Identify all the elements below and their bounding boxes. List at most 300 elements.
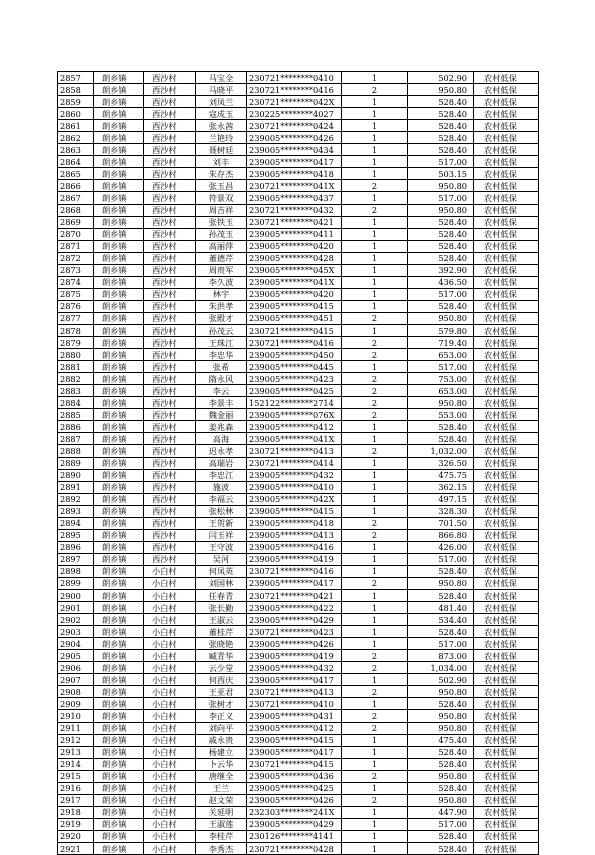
name-cell: 李久波: [196, 276, 247, 288]
name-cell: 刘凤兰: [196, 96, 247, 108]
row-number-cell: 2866: [58, 180, 94, 192]
name-cell: 赵文荣: [196, 794, 247, 806]
category-cell: 农村低保: [474, 120, 539, 132]
category-cell: 农村低保: [474, 228, 539, 240]
category-cell: 农村低保: [474, 288, 539, 300]
row-number-cell: 2921: [58, 843, 94, 855]
village-cell: 西沙村: [144, 481, 196, 493]
name-cell: 李忠华: [196, 349, 247, 361]
household-size-cell: 1: [342, 433, 408, 445]
table-row: [58, 96, 539, 108]
town-cell: 朗乡镇: [94, 626, 144, 638]
name-cell: 杨建立: [196, 746, 247, 758]
name-cell: 刘丰: [196, 156, 247, 168]
category-cell: 农村低保: [474, 734, 539, 746]
category-cell: 农村低保: [474, 529, 539, 541]
household-size-cell: 2: [342, 794, 408, 806]
name-cell: 张松林: [196, 505, 247, 517]
category-cell: 农村低保: [474, 385, 539, 397]
category-cell: 农村低保: [474, 553, 539, 565]
id-number-cell: 239005********0420: [247, 240, 342, 252]
row-number-cell: 2906: [58, 662, 94, 674]
name-cell: 王贺新: [196, 517, 247, 529]
town-cell: 朗乡镇: [94, 120, 144, 132]
amount-cell: 950.80: [408, 397, 474, 409]
category-cell: 农村低保: [474, 505, 539, 517]
name-cell: 孙茂玉: [196, 228, 247, 240]
amount-cell: 653.00: [408, 349, 474, 361]
amount-cell: 392.90: [408, 264, 474, 276]
table-row: [58, 300, 539, 312]
table-row: [58, 409, 539, 421]
household-size-cell: 2: [342, 349, 408, 361]
category-cell: 农村低保: [474, 698, 539, 710]
name-cell: 李忠江: [196, 469, 247, 481]
household-size-cell: 1: [342, 361, 408, 373]
town-cell: 朗乡镇: [94, 409, 144, 421]
household-size-cell: 2: [342, 770, 408, 782]
row-number-cell: 2867: [58, 192, 94, 204]
table-row: [58, 830, 539, 842]
id-number-cell: 239005********076X: [247, 409, 342, 421]
id-number-cell: 239005********0426: [247, 794, 342, 806]
category-cell: 农村低保: [474, 818, 539, 830]
name-cell: 李秀杰: [196, 843, 247, 855]
id-number-cell: 230721********0410: [247, 698, 342, 710]
household-size-cell: 2: [342, 529, 408, 541]
name-cell: 孙茂云: [196, 324, 247, 336]
id-number-cell: 239005********0417: [247, 156, 342, 168]
table-row: [58, 216, 539, 228]
table-row: [58, 204, 539, 216]
id-number-cell: 239005********041X: [247, 433, 342, 445]
table-row: [58, 72, 539, 84]
id-number-cell: 239005********0413: [247, 529, 342, 541]
id-number-cell: 230721********0421: [247, 216, 342, 228]
table-row: [58, 228, 539, 240]
household-size-cell: 1: [342, 626, 408, 638]
table-row: [58, 843, 539, 855]
row-number-cell: 2885: [58, 409, 94, 421]
village-cell: 西沙村: [144, 361, 196, 373]
village-cell: 小白村: [144, 806, 196, 818]
table-row: [58, 385, 539, 397]
id-number-cell: 230225********4027: [247, 108, 342, 120]
row-number-cell: 2872: [58, 252, 94, 264]
village-cell: 小白村: [144, 577, 196, 589]
category-cell: 农村低保: [474, 132, 539, 144]
category-cell: 农村低保: [474, 324, 539, 336]
village-cell: 西沙村: [144, 72, 196, 84]
name-cell: 唐继全: [196, 770, 247, 782]
household-size-cell: 1: [342, 264, 408, 276]
row-number-cell: 2909: [58, 698, 94, 710]
id-number-cell: 239005********0432: [247, 469, 342, 481]
household-size-cell: 1: [342, 469, 408, 481]
town-cell: 朗乡镇: [94, 312, 144, 324]
village-cell: 小白村: [144, 782, 196, 794]
household-size-cell: 2: [342, 337, 408, 349]
town-cell: 朗乡镇: [94, 144, 144, 156]
amount-cell: 873.00: [408, 650, 474, 662]
amount-cell: 528.40: [408, 252, 474, 264]
name-cell: 迟永孝: [196, 445, 247, 457]
id-number-cell: 239005********0431: [247, 710, 342, 722]
town-cell: 朗乡镇: [94, 686, 144, 698]
town-cell: 朗乡镇: [94, 794, 144, 806]
name-cell: 张永茜: [196, 120, 247, 132]
name-cell: 聂树廷: [196, 144, 247, 156]
table-row: [58, 264, 539, 276]
name-cell: 朱存杰: [196, 168, 247, 180]
name-cell: 卜云华: [196, 758, 247, 770]
id-number-cell: 239005********0445: [247, 361, 342, 373]
row-number-cell: 2896: [58, 541, 94, 553]
row-number-cell: 2865: [58, 168, 94, 180]
town-cell: 朗乡镇: [94, 108, 144, 120]
household-size-cell: 1: [342, 758, 408, 770]
household-size-cell: 1: [342, 240, 408, 252]
name-cell: 马宝全: [196, 72, 247, 84]
row-number-cell: 2917: [58, 794, 94, 806]
category-cell: 农村低保: [474, 457, 539, 469]
id-number-cell: 239005********0411: [247, 228, 342, 240]
category-cell: 农村低保: [474, 662, 539, 674]
table-row: [58, 758, 539, 770]
table-row: [58, 590, 539, 602]
id-number-cell: 239005********0426: [247, 132, 342, 144]
category-cell: 农村低保: [474, 770, 539, 782]
table-row: [58, 794, 539, 806]
category-cell: 农村低保: [474, 204, 539, 216]
category-cell: 农村低保: [474, 782, 539, 794]
village-cell: 小白村: [144, 565, 196, 577]
name-cell: 董德芹: [196, 252, 247, 264]
id-number-cell: 230721********0415: [247, 324, 342, 336]
village-cell: 西沙村: [144, 457, 196, 469]
row-number-cell: 2905: [58, 650, 94, 662]
table-row: [58, 638, 539, 650]
household-size-cell: 2: [342, 385, 408, 397]
id-number-cell: 239005********042X: [247, 493, 342, 505]
id-number-cell: 239005********0416: [247, 541, 342, 553]
amount-cell: 528.40: [408, 746, 474, 758]
amount-cell: 950.80: [408, 180, 474, 192]
row-number-cell: 2861: [58, 120, 94, 132]
amount-cell: 475.75: [408, 469, 474, 481]
category-cell: 农村低保: [474, 433, 539, 445]
household-size-cell: 1: [342, 457, 408, 469]
id-number-cell: 230126********4141: [247, 830, 342, 842]
category-cell: 农村低保: [474, 541, 539, 553]
household-size-cell: 1: [342, 192, 408, 204]
name-cell: 董桂芹: [196, 626, 247, 638]
household-size-cell: 1: [342, 168, 408, 180]
village-cell: 西沙村: [144, 397, 196, 409]
town-cell: 朗乡镇: [94, 734, 144, 746]
name-cell: 朱洪孝: [196, 300, 247, 312]
town-cell: 朗乡镇: [94, 252, 144, 264]
table-row: [58, 421, 539, 433]
id-number-cell: 239005********0423: [247, 373, 342, 385]
name-cell: 刘向平: [196, 722, 247, 734]
name-cell: 高海: [196, 433, 247, 445]
town-cell: 朗乡镇: [94, 264, 144, 276]
village-cell: 西沙村: [144, 192, 196, 204]
id-number-cell: 152122********2714: [247, 397, 342, 409]
amount-cell: 326.50: [408, 457, 474, 469]
id-number-cell: 239005********0419: [247, 553, 342, 565]
name-cell: 张长勤: [196, 602, 247, 614]
id-number-cell: 239005********0419: [247, 650, 342, 662]
amount-cell: 528.40: [408, 758, 474, 770]
category-cell: 农村低保: [474, 493, 539, 505]
category-cell: 农村低保: [474, 722, 539, 734]
table-row: [58, 132, 539, 144]
town-cell: 朗乡镇: [94, 614, 144, 626]
row-number-cell: 2913: [58, 746, 94, 758]
id-number-cell: 230721********0413: [247, 686, 342, 698]
village-cell: 西沙村: [144, 120, 196, 132]
village-cell: 小白村: [144, 686, 196, 698]
town-cell: 朗乡镇: [94, 602, 144, 614]
household-size-cell: 2: [342, 517, 408, 529]
town-cell: 朗乡镇: [94, 529, 144, 541]
category-cell: 农村低保: [474, 84, 539, 96]
id-number-cell: 230721********0428: [247, 843, 342, 855]
table-row: [58, 698, 539, 710]
table-row: [58, 493, 539, 505]
household-size-cell: 1: [342, 830, 408, 842]
amount-cell: 579.80: [408, 324, 474, 336]
id-number-cell: 239005********0425: [247, 385, 342, 397]
amount-cell: 950.80: [408, 84, 474, 96]
category-cell: 农村低保: [474, 481, 539, 493]
town-cell: 朗乡镇: [94, 84, 144, 96]
id-number-cell: 239005********0420: [247, 288, 342, 300]
household-size-cell: 1: [342, 553, 408, 565]
row-number-cell: 2857: [58, 72, 94, 84]
village-cell: 西沙村: [144, 541, 196, 553]
town-cell: 朗乡镇: [94, 421, 144, 433]
id-number-cell: 239005********0417: [247, 746, 342, 758]
household-size-cell: 1: [342, 120, 408, 132]
table-row: [58, 312, 539, 324]
table-row: [58, 324, 539, 336]
town-cell: 朗乡镇: [94, 156, 144, 168]
id-number-cell: 239005********0451: [247, 312, 342, 324]
table-row: [58, 276, 539, 288]
category-cell: 农村低保: [474, 469, 539, 481]
table-row: [58, 373, 539, 385]
id-number-cell: 239005********0418: [247, 168, 342, 180]
row-number-cell: 2868: [58, 204, 94, 216]
category-cell: 农村低保: [474, 746, 539, 758]
household-size-cell: 1: [342, 493, 408, 505]
town-cell: 朗乡镇: [94, 469, 144, 481]
village-cell: 西沙村: [144, 493, 196, 505]
village-cell: 小白村: [144, 590, 196, 602]
village-cell: 西沙村: [144, 312, 196, 324]
town-cell: 朗乡镇: [94, 385, 144, 397]
name-cell: 周贵军: [196, 264, 247, 276]
household-size-cell: 1: [342, 156, 408, 168]
id-number-cell: 239005********0432: [247, 662, 342, 674]
table-row: [58, 397, 539, 409]
table-row: [58, 156, 539, 168]
village-cell: 小白村: [144, 638, 196, 650]
amount-cell: 528.40: [408, 698, 474, 710]
village-cell: 小白村: [144, 758, 196, 770]
village-cell: 西沙村: [144, 276, 196, 288]
category-cell: 农村低保: [474, 216, 539, 228]
table-row: [58, 108, 539, 120]
row-number-cell: 2901: [58, 602, 94, 614]
village-cell: 西沙村: [144, 505, 196, 517]
household-size-cell: 1: [342, 505, 408, 517]
village-cell: 西沙村: [144, 96, 196, 108]
town-cell: 朗乡镇: [94, 541, 144, 553]
row-number-cell: 2894: [58, 517, 94, 529]
id-number-cell: 239005********0415: [247, 734, 342, 746]
row-number-cell: 2870: [58, 228, 94, 240]
row-number-cell: 2919: [58, 818, 94, 830]
category-cell: 农村低保: [474, 517, 539, 529]
name-cell: 王亚君: [196, 686, 247, 698]
table-row: [58, 686, 539, 698]
household-size-cell: 2: [342, 409, 408, 421]
household-size-cell: 2: [342, 445, 408, 457]
amount-cell: 528.40: [408, 240, 474, 252]
id-number-cell: 239005********0437: [247, 192, 342, 204]
town-cell: 朗乡镇: [94, 493, 144, 505]
town-cell: 朗乡镇: [94, 373, 144, 385]
village-cell: 西沙村: [144, 349, 196, 361]
town-cell: 朗乡镇: [94, 553, 144, 565]
id-number-cell: 239005********0412: [247, 421, 342, 433]
amount-cell: 447.90: [408, 806, 474, 818]
town-cell: 朗乡镇: [94, 770, 144, 782]
name-cell: 闫玉祥: [196, 529, 247, 541]
town-cell: 朗乡镇: [94, 96, 144, 108]
amount-cell: 528.40: [408, 216, 474, 228]
village-cell: 西沙村: [144, 180, 196, 192]
town-cell: 朗乡镇: [94, 505, 144, 517]
row-number-cell: 2892: [58, 493, 94, 505]
village-cell: 西沙村: [144, 156, 196, 168]
village-cell: 西沙村: [144, 240, 196, 252]
town-cell: 朗乡镇: [94, 590, 144, 602]
name-cell: 刘国林: [196, 577, 247, 589]
category-cell: 农村低保: [474, 156, 539, 168]
name-cell: 王淑云: [196, 614, 247, 626]
category-cell: 农村低保: [474, 421, 539, 433]
town-cell: 朗乡镇: [94, 337, 144, 349]
name-cell: 王兰: [196, 782, 247, 794]
table-row: [58, 481, 539, 493]
town-cell: 朗乡镇: [94, 481, 144, 493]
village-cell: 小白村: [144, 770, 196, 782]
amount-cell: 436.50: [408, 276, 474, 288]
row-number-cell: 2918: [58, 806, 94, 818]
name-cell: 符景双: [196, 192, 247, 204]
household-size-cell: 1: [342, 228, 408, 240]
town-cell: 朗乡镇: [94, 216, 144, 228]
amount-cell: 866.80: [408, 529, 474, 541]
village-cell: 西沙村: [144, 300, 196, 312]
category-cell: 农村低保: [474, 794, 539, 806]
category-cell: 农村低保: [474, 758, 539, 770]
id-number-cell: 230721********0414: [247, 457, 342, 469]
village-cell: 西沙村: [144, 373, 196, 385]
row-number-cell: 2902: [58, 614, 94, 626]
village-cell: 西沙村: [144, 385, 196, 397]
town-cell: 朗乡镇: [94, 710, 144, 722]
amount-cell: 528.40: [408, 843, 474, 855]
name-cell: 林宇: [196, 288, 247, 300]
row-number-cell: 2882: [58, 373, 94, 385]
amount-cell: 528.40: [408, 144, 474, 156]
amount-cell: 475.40: [408, 734, 474, 746]
amount-cell: 528.40: [408, 120, 474, 132]
town-cell: 朗乡镇: [94, 517, 144, 529]
amount-cell: 517.00: [408, 361, 474, 373]
row-number-cell: 2876: [58, 300, 94, 312]
town-cell: 朗乡镇: [94, 650, 144, 662]
table-row: [58, 240, 539, 252]
row-number-cell: 2884: [58, 397, 94, 409]
household-size-cell: 1: [342, 541, 408, 553]
row-number-cell: 2893: [58, 505, 94, 517]
name-cell: 云少堂: [196, 662, 247, 674]
household-size-cell: 1: [342, 782, 408, 794]
household-size-cell: 1: [342, 698, 408, 710]
town-cell: 朗乡镇: [94, 324, 144, 336]
category-cell: 农村低保: [474, 312, 539, 324]
name-cell: 寇成玉: [196, 108, 247, 120]
id-number-cell: 239005********0417: [247, 577, 342, 589]
household-size-cell: 1: [342, 746, 408, 758]
id-number-cell: 239005********0422: [247, 602, 342, 614]
row-number-cell: 2903: [58, 626, 94, 638]
id-number-cell: 230721********0416: [247, 337, 342, 349]
table-row: [58, 650, 539, 662]
village-cell: 西沙村: [144, 337, 196, 349]
row-number-cell: 2862: [58, 132, 94, 144]
table-row: [58, 818, 539, 830]
table-row: [58, 445, 539, 457]
village-cell: 小白村: [144, 722, 196, 734]
row-number-cell: 2908: [58, 686, 94, 698]
table-row: [58, 288, 539, 300]
village-cell: 小白村: [144, 818, 196, 830]
table-body: [58, 72, 539, 855]
name-cell: 兰艳玲: [196, 132, 247, 144]
row-number-cell: 2879: [58, 337, 94, 349]
row-number-cell: 2889: [58, 457, 94, 469]
id-number-cell: 239005********0429: [247, 818, 342, 830]
village-cell: 小白村: [144, 734, 196, 746]
town-cell: 朗乡镇: [94, 674, 144, 686]
row-number-cell: 2898: [58, 565, 94, 577]
amount-cell: 950.80: [408, 710, 474, 722]
row-number-cell: 2899: [58, 577, 94, 589]
town-cell: 朗乡镇: [94, 843, 144, 855]
category-cell: 农村低保: [474, 397, 539, 409]
amount-cell: 553.00: [408, 409, 474, 421]
household-size-cell: 2: [342, 312, 408, 324]
name-cell: 关延明: [196, 806, 247, 818]
